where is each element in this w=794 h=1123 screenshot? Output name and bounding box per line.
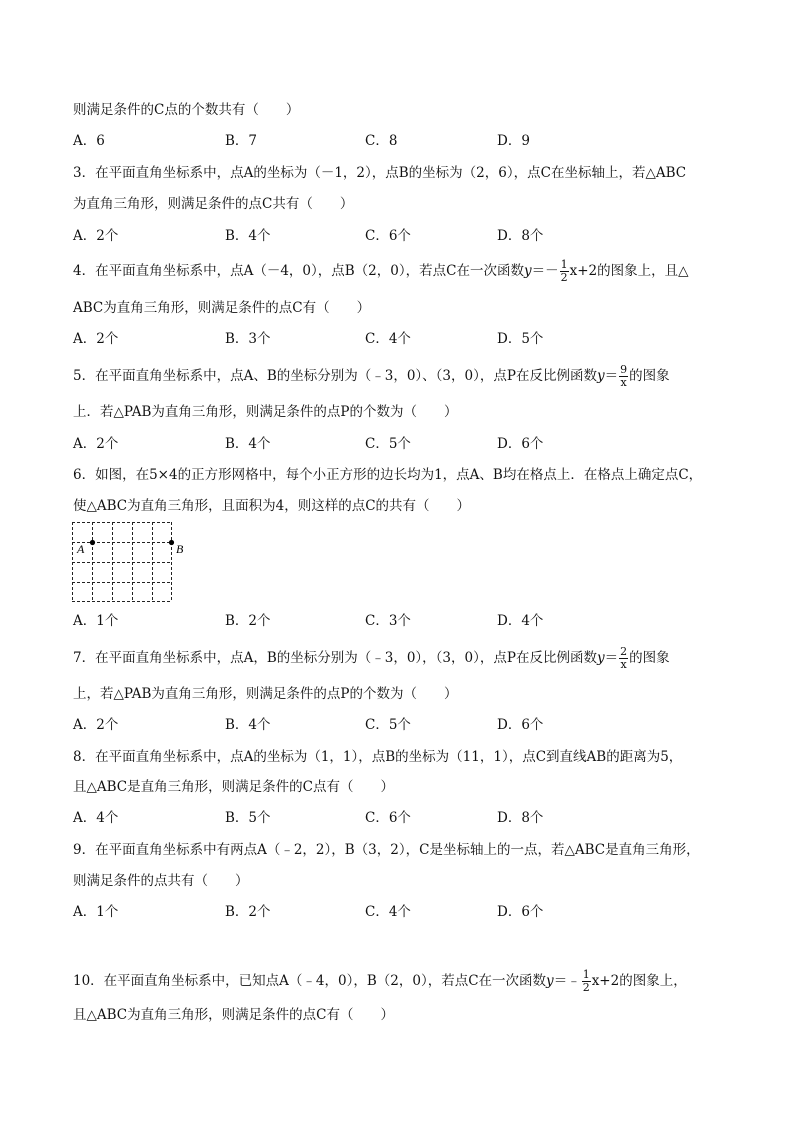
q7-line-1 (73, 646, 670, 671)
option-a: A．2个 (73, 228, 119, 244)
q4-text: 4．在平面直角坐标系中，点A（－4，0），点B（2，0），若点C在一次函数 (73, 263, 524, 279)
label-a: A (77, 542, 85, 556)
option-c: C．5个 (365, 436, 411, 452)
q4-fraction (560, 259, 569, 284)
option-c: C．6个 (365, 228, 411, 244)
q2-options (73, 132, 733, 150)
fraction-denominator: 2 (582, 981, 590, 994)
q4-text-end: x+2的图象上，且△ (569, 263, 689, 279)
fraction-denominator: 2 (560, 271, 568, 284)
q10-line-2: 且△ABC为直角三角形，则满足条件的点C有（ ） (73, 1007, 394, 1023)
q7-eq: ＝ (604, 650, 619, 666)
option-b: B．2个 (225, 904, 271, 920)
q10-text: 10．在平面直角坐标系中，已知点A（﹣4，0），B（2，0），若点C在一次函数 (73, 973, 547, 989)
q3-options (73, 227, 733, 245)
option-d: D．5个 (497, 331, 544, 347)
option-c: C．5个 (365, 717, 411, 733)
q6-line-2: 使△ABC为直角三角形，且面积为4，则这样的点C的共有（ ） (73, 498, 471, 514)
q5-eq: ＝ (604, 368, 619, 384)
q7-fraction (619, 646, 628, 671)
option-d: D．6个 (497, 717, 544, 733)
option-b: B．4个 (225, 436, 271, 452)
q4-line-2: ABC为直角三角形，则满足条件的点C有（ ） (73, 300, 371, 316)
q5-options (73, 435, 733, 453)
grid-svg (72, 522, 192, 604)
option-b: B．4个 (225, 717, 271, 733)
q10-fraction (582, 969, 591, 994)
q4-line-1 (73, 259, 689, 284)
option-a: A．2个 (73, 436, 119, 452)
option-d: D．6个 (497, 904, 544, 920)
q8-line-2: 且△ABC是直角三角形，则满足条件的C点有（ ） (73, 779, 394, 795)
q4-options (73, 330, 733, 348)
option-b: B．7 (225, 133, 258, 149)
option-b: B．2个 (225, 613, 271, 629)
option-a: A．1个 (73, 613, 119, 629)
fraction-denominator: x (620, 658, 627, 671)
point-b (169, 540, 174, 545)
option-a: A．2个 (73, 717, 119, 733)
option-a: A．2个 (73, 331, 119, 347)
option-c: C．8 (365, 133, 398, 149)
fraction-numerator: 2 (620, 645, 628, 658)
q7-line-2: 上，若△PAB为直角三角形，则满足条件的点P的个数为（ ） (73, 686, 458, 702)
q7-text-end: 的图象 (629, 650, 670, 666)
q6-options (73, 612, 733, 630)
option-a: A．4个 (73, 810, 119, 826)
option-d: D．8个 (497, 228, 544, 244)
q6-line-1: 6．如图，在5×4的正方形网格中，每个小正方形的边长均为1，点A、B均在格点上．在格点上确定点C， (73, 467, 703, 483)
option-b: B．4个 (225, 228, 271, 244)
point-a (90, 540, 95, 545)
fraction-denominator: x (620, 376, 627, 389)
q9-line-2: 则满足条件的点共有（ ） (73, 873, 249, 889)
q10-eq: ＝﹣ (553, 973, 581, 989)
option-a: A．1个 (73, 904, 119, 920)
q7-options (73, 716, 733, 734)
option-c: C．6个 (365, 810, 411, 826)
q10-y: y (546, 973, 554, 989)
q5-y: y (596, 368, 605, 384)
q7-y: y (596, 650, 605, 666)
q10-line-1 (73, 969, 687, 994)
option-b: B．5个 (225, 810, 271, 826)
q9-line-1: 9．在平面直角坐标系中有两点A（﹣2，2），B（3，2），C是坐标轴上的一点，若△ABC是直角三角形， (73, 842, 700, 858)
q5-text: 5．在平面直角坐标系中，点A、B的坐标分别为（﹣3，0）、（3，0），点P在反比例函数 (73, 368, 597, 384)
q9-options (73, 903, 733, 921)
option-c: C．4个 (365, 904, 411, 920)
q4-y: y (523, 263, 532, 279)
fraction-numerator: 1 (560, 258, 568, 271)
q2-tail-line: 则满足条件的C点的个数共有（ ） (73, 102, 300, 118)
option-b: B．3个 (225, 331, 271, 347)
q7-text: 7．在平面直角坐标系中，点A，B的坐标分别为（﹣3，0），（3，0），点P在反比例函数 (73, 650, 597, 666)
option-d: D．8个 (497, 810, 544, 826)
q5-fraction (619, 364, 628, 389)
option-d: D．6个 (497, 436, 544, 452)
grid-figure (72, 522, 184, 602)
q3-line-2: 为直角三角形，则满足条件的点C共有（ ） (73, 196, 354, 212)
q8-line-1: 8．在平面直角坐标系中，点A的坐标为（1，1），点B的坐标为（11，1），点C到直线AB的距离为5， (73, 749, 683, 765)
fraction-numerator: 9 (620, 363, 628, 376)
q4-eq: ＝－ (531, 263, 559, 279)
q8-options (73, 809, 733, 827)
option-d: D．9 (497, 133, 530, 149)
q10-text-end: x+2的图象上， (591, 973, 687, 989)
q5-text-end: 的图象 (629, 368, 670, 384)
fraction-numerator: 1 (582, 968, 590, 981)
q5-line-2: 上．若△PAB为直角三角形，则满足条件的点P的个数为（ ） (73, 404, 458, 420)
option-d: D．4个 (497, 613, 544, 629)
option-c: C．4个 (365, 331, 411, 347)
option-a: A．6 (73, 133, 105, 149)
q3-line-1: 3．在平面直角坐标系中，点A的坐标为（－1，2），点B的坐标为（2，6），点C在坐标轴上，若△ABC (73, 165, 687, 181)
q5-line-1 (73, 364, 670, 389)
option-c: C．3个 (365, 613, 411, 629)
label-b: B (176, 542, 184, 556)
